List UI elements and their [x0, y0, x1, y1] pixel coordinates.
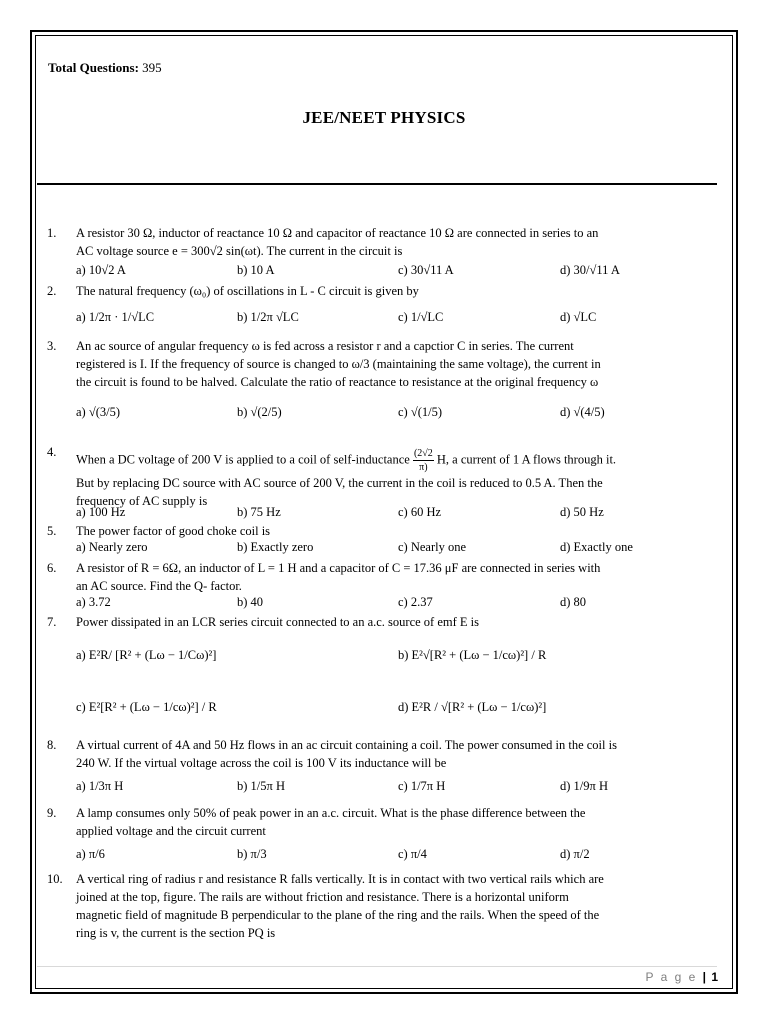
- option-d: d) π/2: [560, 847, 590, 861]
- option-a: a) √(3/5): [76, 405, 120, 419]
- total-questions-label: Total Questions:: [48, 60, 139, 75]
- question-number: 5.: [47, 524, 57, 538]
- question-number: 6.: [47, 561, 57, 575]
- inductance-fraction: $\frac{(2√2}{\pi)}$: [413, 448, 433, 473]
- page-separator: |: [702, 970, 706, 984]
- option-b: b) Exactly zero: [237, 540, 314, 554]
- option-c: c) 60 Hz: [398, 505, 442, 519]
- question-text: magnetic field of magnitude B perpendicular to the plane of the ring and the rails. When the speed of the: [76, 908, 600, 922]
- option-c: c) √(1/5): [398, 405, 442, 419]
- question-text: A lamp consumes only 50% of peak power in an a.c. circuit. What is the phase difference between the: [76, 806, 586, 820]
- option-c: c) 30√11 A: [398, 263, 454, 277]
- options-8: [76, 779, 716, 797]
- option-d: d) 80: [560, 595, 587, 609]
- page-number: 1: [711, 970, 718, 984]
- options-9: [76, 847, 716, 865]
- option-b: b) √(2/5): [237, 405, 282, 419]
- option-b: b) E²√[R² + (Lω − 1/cω)²] / R: [398, 648, 547, 662]
- option-d: d) Exactly one: [560, 540, 633, 554]
- question-text: A vertical ring of radius r and resistance R falls vertically. It is in contact with two vertical rails which are: [76, 872, 604, 886]
- question-text: When a DC voltage of 200 V is applied to a coil of self-inductance $\frac{(2√2}{\pi)}$ H, a current of 1 A flows through it.: [76, 448, 617, 473]
- option-b: b) 10 A: [237, 263, 275, 277]
- option-d: d) 30/√11 A: [560, 263, 620, 277]
- option-c: c) 1/√LC: [398, 310, 444, 324]
- option-a: a) 100 Hz: [76, 505, 126, 519]
- page-title: JEE/NEET PHYSICS: [302, 108, 466, 127]
- option-d: d) √LC: [560, 310, 597, 324]
- question-number: 4.: [47, 445, 57, 459]
- option-d: d) E²R / √[R² + (Lω − 1/cω)²]: [398, 700, 547, 714]
- question-number: 1.: [47, 226, 57, 240]
- option-c: c) π/4: [398, 847, 427, 861]
- option-a: a) 1/2π · 1/√LC: [76, 310, 155, 324]
- question-text: But by replacing DC source with AC source of 200 V, the current in the coil is reduced to 0.5 A. Then the: [76, 476, 603, 490]
- question-number: 9.: [47, 806, 57, 820]
- options-3: [76, 405, 716, 423]
- question-text: The power factor of good choke coil is: [76, 524, 271, 538]
- options-4: [76, 505, 716, 523]
- header-divider: [37, 183, 717, 185]
- option-c: c) 1/7π H: [398, 779, 446, 793]
- option-a: a) 1/3π H: [76, 779, 124, 793]
- option-c: c) 2.37: [398, 595, 433, 609]
- option-c: c) Nearly one: [398, 540, 467, 554]
- option-a: a) 10√2 A: [76, 263, 126, 277]
- total-questions-value: 395: [142, 60, 162, 75]
- question-text: ring is v, the current is the section PQ is: [76, 926, 276, 940]
- options-2: [76, 310, 716, 328]
- page-footer: [645, 970, 718, 984]
- question-text: A resistor 30 Ω, inductor of reactance 10 Ω and capacitor of reactance 10 Ω are connected in series to an: [76, 226, 599, 240]
- option-a: a) π/6: [76, 847, 105, 861]
- question-text: An ac source of angular frequency ω is fed across a resistor r and a capctior C in series. The current: [76, 339, 574, 353]
- footer-divider: [37, 966, 717, 967]
- question-text: an AC source. Find the Q- factor.: [76, 579, 242, 593]
- option-b: b) 75 Hz: [237, 505, 281, 519]
- question-text: registered is I. If the frequency of source is changed to ω/3 (maintaining the same voltage), the current in: [76, 357, 601, 371]
- option-a: a) E²R/ [R² + (Lω − 1/Cω)²]: [76, 648, 217, 662]
- option-a: a) Nearly zero: [76, 540, 148, 554]
- option-b: b) π/3: [237, 847, 267, 861]
- question-number: 2.: [47, 284, 57, 298]
- question-text: applied voltage and the circuit current: [76, 824, 266, 838]
- question-text: The natural frequency (ω₀) of oscillations in L - C circuit is given by: [76, 284, 419, 298]
- question-text: A virtual current of 4A and 50 Hz flows in an ac circuit containing a coil. The power consumed in the coil is: [76, 738, 617, 752]
- option-b: b) 1/2π √LC: [237, 310, 299, 324]
- option-d: d) 1/9π H: [560, 779, 608, 793]
- question-text: 240 W. If the virtual voltage across the coil is 100 V its inductance will be: [76, 756, 447, 770]
- option-d: d) √(4/5): [560, 405, 605, 419]
- option-c: c) E²[R² + (Lω − 1/cω)²] / R: [76, 700, 217, 714]
- question-text: frequency of AC supply is: [76, 494, 208, 508]
- option-b: b) 1/5π H: [237, 779, 285, 793]
- question-number: 10.: [47, 872, 63, 886]
- options-6: [76, 595, 716, 613]
- option-a: a) 3.72: [76, 595, 111, 609]
- options-5: [76, 540, 716, 558]
- options-1: [76, 263, 716, 281]
- page-label: P a g e: [645, 970, 698, 984]
- option-b: b) 40: [237, 595, 264, 609]
- question-text: the circuit is found to be halved. Calculate the ratio of reactance to resistance at the original frequency ω: [76, 375, 599, 389]
- question-text: Power dissipated in an LCR series circuit connected to an a.c. source of emf E is: [76, 615, 480, 629]
- question-number: 3.: [47, 339, 57, 353]
- question-text: A resistor of R = 6Ω, an inductor of L = 1 H and a capacitor of C = 17.36 μF are connected in series with: [76, 561, 601, 575]
- question-number: 7.: [47, 615, 57, 629]
- option-d: d) 50 Hz: [560, 505, 604, 519]
- question-number: 8.: [47, 738, 57, 752]
- question-text: joined at the top, figure. The rails are without friction and resistance. There is a horizontal uniform: [76, 890, 569, 904]
- total-questions: [48, 60, 162, 76]
- question-text: AC voltage source e = 300√2 sin(ωt). The current in the circuit is: [76, 244, 403, 258]
